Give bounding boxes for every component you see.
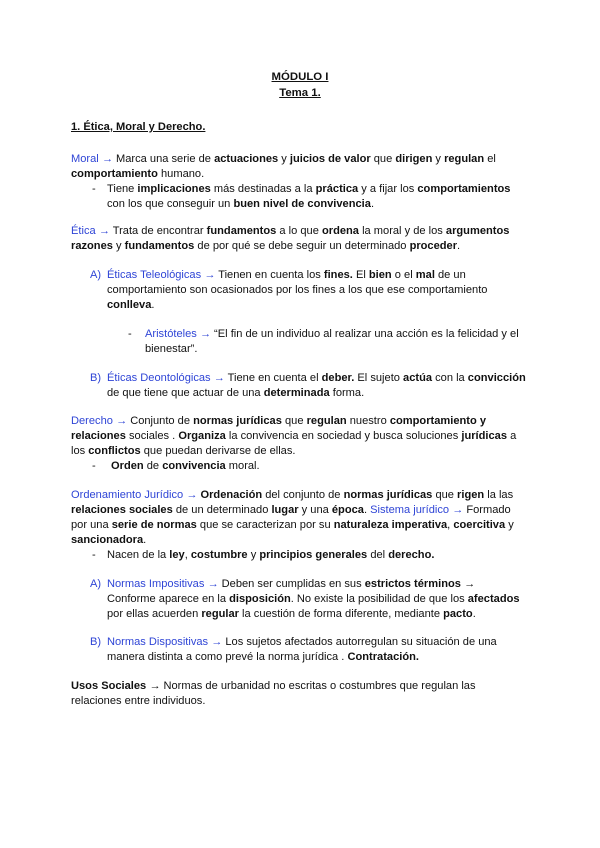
impositivas-term: Normas Impositivas → xyxy=(107,578,219,590)
impositivas-letter: A) xyxy=(90,578,102,590)
moral-bullet-line-2: con los que conseguir un buen nivel de convivencia. xyxy=(107,198,375,210)
etica-term: Ética → xyxy=(71,225,110,237)
deontologicas-line-2: de que tiene que actuar de una determinada forma. xyxy=(107,387,365,399)
usos-line-2: relaciones entre individuos. xyxy=(71,695,206,707)
usos-term: Usos Sociales xyxy=(71,680,147,692)
derecho-bullet: Orden de convivencia moral. xyxy=(111,460,260,472)
teleologicas-line-2: comportamiento son ocasionados por los fines a los que ese comportamiento xyxy=(107,284,488,296)
teleologicas-line-1: Éticas Teleológicas → Tienen en cuenta los fines. El bien o el mal de un xyxy=(107,269,466,281)
ordenamiento-line-2: relaciones sociales de un determinado lugar y una época. Sistema jurídico → Formado xyxy=(71,504,511,516)
aristoteles-term: Aristóteles → xyxy=(145,328,211,340)
dispositivas-letter: B) xyxy=(90,636,102,648)
impositivas-line-1: Normas Impositivas → Deben ser cumplidas en sus estrictos términos → xyxy=(107,578,476,590)
ordenamiento-line-3: por una serie de normas que se caracterizan por su naturaleza imperativa, coercitiva y xyxy=(71,519,514,531)
deontologicas-line-1: Éticas Deontológicas → Tiene en cuenta el deber. El sujeto actúa con la convicción xyxy=(107,372,526,384)
ordenamiento-line-4: sancionadora. xyxy=(71,534,147,546)
moral-term: Moral → xyxy=(71,153,113,165)
teleologicas-line-3: conlleva. xyxy=(107,299,155,311)
bullet-dash: - xyxy=(128,328,132,340)
teleologicas-term: Éticas Teleológicas → xyxy=(107,269,216,281)
deontologicas-letter: B) xyxy=(90,372,102,384)
bullet-dash: - xyxy=(92,549,96,561)
etica-line-2: razones y fundamentos de por qué se debe seguir un determinado proceder. xyxy=(71,240,461,252)
deontologicas-term: Éticas Deontológicas → xyxy=(107,372,225,384)
module-title: MÓDULO I xyxy=(271,71,329,83)
derecho-line-2: relaciones sociales . Organiza la convivencia en sociedad y busca soluciones jurídicas a xyxy=(71,430,517,442)
sistema-juridico-term: Sistema jurídico → xyxy=(370,504,464,516)
tema-title: Tema 1. xyxy=(279,87,321,99)
dispositivas-line-1: Normas Dispositivas → Los sujetos afectados autorregulan su situación de una xyxy=(107,636,497,648)
bullet-dash: - xyxy=(92,460,96,472)
ordenamiento-term: Ordenamiento Jurídico → xyxy=(71,489,198,501)
dispositivas-term: Normas Dispositivas → xyxy=(107,636,223,648)
derecho-line-1: Derecho → Conjunto de normas jurídicas que regulan nuestro comportamiento y xyxy=(71,415,487,427)
impositivas-line-2: Conforme aparece en la disposición. No existe la posibilidad de que los afectados xyxy=(107,593,520,605)
derecho-line-3: los conflictos que puedan derivarse de ellas. xyxy=(71,445,296,457)
moral-bullet-line-1: Tiene implicaciones más destinadas a la práctica y a fijar los comportamientos xyxy=(107,183,511,195)
derecho-term: Derecho → xyxy=(71,415,128,427)
dispositivas-line-2: manera distinta a como prevé la norma jurídica . Contratación. xyxy=(107,651,419,663)
ordenamiento-line-1: Ordenamiento Jurídico → Ordenación del conjunto de normas jurídicas que rigen la las xyxy=(71,489,514,501)
moral-line-1: Moral → Marca una serie de actuaciones y juicios de valor que dirigen y regulan el xyxy=(71,153,496,165)
usos-line-1: Usos Sociales → Normas de urbanidad no escritas o costumbres que regulan las xyxy=(71,680,476,692)
moral-line-2: comportamiento humano. xyxy=(71,168,205,180)
etica-line-1: Ética → Trata de encontrar fundamentos a lo que ordena la moral y de los argumentos xyxy=(71,225,510,237)
ordenamiento-bullet: Nacen de la ley, costumbre y principios generales del derecho. xyxy=(107,549,435,561)
teleologicas-letter: A) xyxy=(90,269,102,281)
section-heading: 1. Ética, Moral y Derecho. xyxy=(71,121,206,133)
impositivas-line-3: por ellas acuerden regular la cuestión de forma diferente, mediante pacto. xyxy=(107,608,476,620)
aristoteles-line-2: bienestar”. xyxy=(145,343,198,355)
aristoteles-line-1: Aristóteles → “El fin de un individuo al realizar una acción es la felicidad y el xyxy=(145,328,519,340)
bullet-dash: - xyxy=(92,183,96,195)
